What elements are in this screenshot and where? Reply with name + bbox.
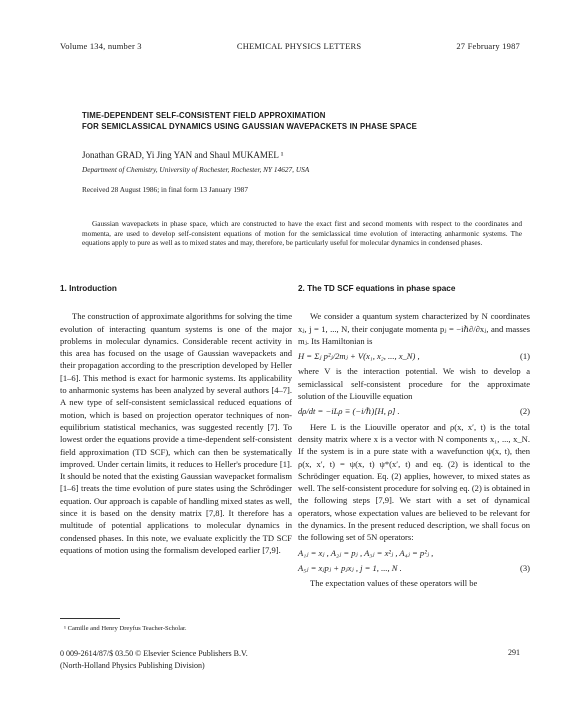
volume-info: Volume 134, number 3 [60, 41, 142, 51]
introduction-paragraph: The construction of approximate algorithms for solving the time evolution of interacting quantum systems is one of the major problems in molecular dynamics. Considerable recent activity in this area has focused on the usage of Gaussian wavepackets and their propagation according to the prescription developed by Heller [1–6]. This method is exact for harmonic systems. Its applicability to anharmonic systems has been analyzed by several authors [4–7]. A new type of self-consistent semiclassical reduced equations of motion, which is based on projection operator techniques of non-equilibrium statistical mechanics, was suggested recently [7]. To lowest order the equations provide a time-dependent self-consistent field approximation (TD SCF), which can then be systematically improved. Under certain limits, it reduces to Heller's procedure [1]. It should be noted that the existing Gaussian wavepacket formalism [1–6] treats the time evolution of pure states using the Schrödinger equation. Our approach is capable of handling mixed states as well, since it is based on the density matrix [7,8]. It therefore has a multitude of potential applications to molecular dynamics in condensed phases. In this note, we evaluate explicitly the TD SCF equations of motion using the formalism developed earlier [7,9]. [60, 311, 292, 555]
footnote-rule [60, 618, 120, 619]
section2-paragraph-4: The expectation values of these operators will be [310, 578, 478, 589]
running-head [60, 41, 520, 51]
equation-1-number: (1) [520, 351, 530, 362]
article-title [82, 110, 540, 132]
copyright-line: 0 009-2614/87/$ 03.50 © Elsevier Science Publishers B.V. [60, 649, 248, 658]
right-column [298, 283, 530, 590]
equation-3a [298, 547, 530, 559]
affiliation: Department of Chemistry, University of Rochester, Rochester, NY 14627, USA [82, 165, 310, 174]
section-heading-td-scf: 2. The TD SCF equations in phase space [298, 284, 456, 293]
equation-3b [298, 562, 530, 574]
copyright-block [60, 648, 248, 672]
left-column [60, 283, 292, 556]
abstract: Gaussian wavepackets in phase space, which are constructed to have the exact first and second moments with respect to the coordinates and momenta, are used to develop self-consistent equations of motion for the semiclassical time evolution of interacting anharmonic systems. The equations apply to pure as well as to mixed states and may, therefore, be particularly useful for molecular dynamics in condensed phases. [82, 219, 522, 248]
received-date: Received 28 August 1986; in final form 13 January 1987 [82, 185, 248, 194]
equation-2-number: (2) [520, 406, 530, 417]
section2-paragraph-2: where V is the interaction potential. We wish to develop a semiclassical self-consistent procedure for the approximate solution of the Liouville equation [298, 366, 530, 402]
page-number: 291 [508, 648, 520, 657]
equation-1 [298, 350, 530, 362]
title-line-2: FOR SEMICLASSICAL DYNAMICS USING GAUSSIAN WAVEPACKETS IN PHASE SPACE [82, 122, 417, 131]
publisher-division: (North-Holland Physics Publishing Division) [60, 661, 205, 670]
section-heading-introduction: 1. Introduction [60, 284, 117, 293]
authors: Jonathan GRAD, Yi Jing YAN and Shaul MUKAMEL ¹ [82, 150, 284, 160]
equation-3-number: (3) [520, 562, 530, 573]
section2-paragraph-1: We consider a quantum system characterized by N coordinates xⱼ, j = 1, ..., N, their conjugate momenta pⱼ = −iℏ∂/∂xⱼ, and masses mⱼ. Its Hamiltonian is [298, 311, 530, 346]
section2-paragraph-3: Here L is the Liouville operator and ρ(x, x′, t) is the total density matrix where x is a vector with N components x₁, ..., x_N. If the system is in a pure state with a wavefunction ψ(x, t), then ρ(x, x′, t) = ψ(x, t) ψ*(x′, t) and eq. (2) is identical to the Schrödinger equation. Eq. (2) applies, however, to mixed states as well. The self-consistent procedure for solving eq. (2) is obtained in the following steps [7,9]. We start with a set of dynamical operators, whose expectation values are believed to be relevant for the dynamics. In the present reduced description, we shall focus on the following set of 5N operators: [298, 421, 530, 543]
journal-name: CHEMICAL PHYSICS LETTERS [236, 41, 362, 51]
equation-2 [298, 405, 530, 417]
title-line-1: TIME-DEPENDENT SELF-CONSISTENT FIELD APPROXIMATION [82, 111, 326, 120]
footnote: ¹ Camille and Henry Dreyfus Teacher-Scholar. [64, 625, 187, 632]
equation-3a-body: A₁ⱼ = xⱼ , A₂ⱼ = pⱼ , A₃ⱼ = x²ⱼ , A₄ⱼ = p²ⱼ , [298, 547, 434, 558]
issue-date: 27 February 1987 [456, 41, 520, 51]
equation-1-body: H = Σⱼ p²ⱼ/2mⱼ + V(x₁, x₂, ..., x_N) , [298, 351, 420, 362]
equation-2-body: dρ/dt = −iLρ ≡ (−i/ℏ)[H, ρ] . [298, 406, 400, 417]
equation-3b-body: A₅ⱼ = xⱼpⱼ + pⱼxⱼ , j = 1, ..., N . [298, 562, 402, 573]
